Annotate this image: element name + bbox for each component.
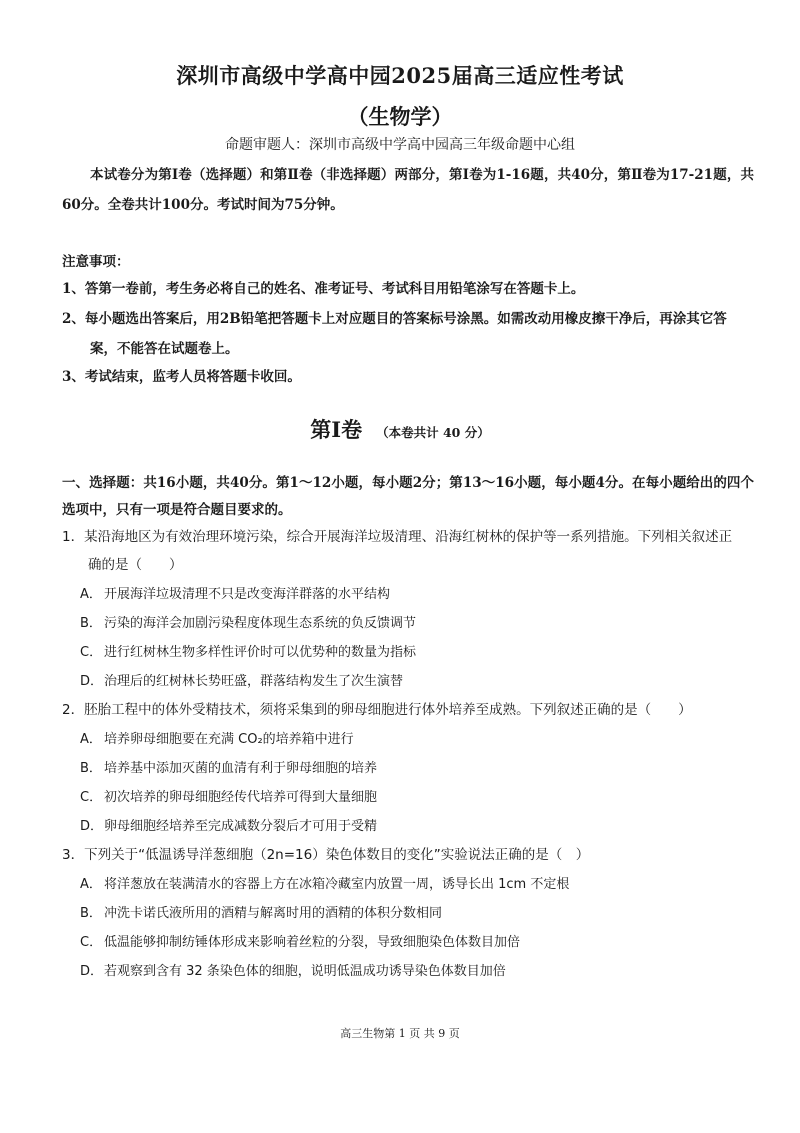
note-item: 3、考试结束，监考人员将答题卡收回。: [62, 369, 301, 385]
note-item: 1、答第一卷前，考生务必将自己的姓名、准考证号、考试科目用铅笔涂写在答题卡上。: [62, 281, 585, 297]
question-stem: 1．某沿海地区为有效治理环境污染，综合开展海洋垃圾清理、沿海红树林的保护等一系列措施。下列相关叙述正: [62, 529, 733, 545]
option-letter: A．: [80, 877, 102, 892]
option-row: [80, 871, 750, 899]
option-text: 卵母细胞经培养至完成减数分裂后才可用于受精: [104, 819, 378, 834]
option-letter: B．: [80, 761, 102, 776]
note-text: 2、每小题选出答案后，用2B铅笔把答题卡上对应题目的答案标号涂黑。如需改动用橡皮擦干净后，再涂其它答: [62, 311, 727, 327]
question-2-stem: 2．胚胎工程中的体外受精技术，须将采集到的卵母细胞进行体外培养至成熟。下列叙述正确的是（ ）: [62, 702, 692, 718]
question-stem-continued: 确的是（ ）: [88, 557, 183, 573]
option-letter: D．: [80, 964, 104, 979]
option-text: 开展海洋垃圾清理不只是改变海洋群落的水平结构: [104, 587, 391, 602]
option-letter: C．: [80, 645, 103, 660]
option-row: [80, 755, 750, 783]
part-instructions: 一、选择题：共16小题，共40分。第1～12小题，每小题2分；第13～16小题，每小题4分。在每小题给出的四个选项中，只有一项是符合题目要求的。: [62, 475, 754, 518]
question-3-stem: 3．下列关于“低温诱导洋葱细胞（2n=16）染色体数目的变化”实验说法正确的是（ ）: [62, 847, 590, 863]
option-text: 治理后的红树林长势旺盛，群落结构发生了次生演替: [104, 674, 404, 689]
note-text-continued: 案，不能答在试题卷上。: [90, 341, 239, 357]
section-score-note: （本卷共计 40 分）: [376, 425, 490, 440]
page-footer: 高三生物第 1 页 共 9 页: [340, 1027, 460, 1040]
option-letter: A．: [80, 587, 102, 602]
option-text: 低温能够抑制纺锤体形成来影响着丝粒的分裂，导致细胞染色体数目加倍: [104, 935, 521, 950]
option-row: [80, 639, 750, 667]
option-letter: D．: [80, 674, 104, 689]
option-text: 若观察到含有 32 条染色体的细胞，说明低温成功诱导染色体数目加倍: [104, 964, 506, 979]
subject-title: （生物学）: [347, 104, 453, 129]
option-letter: C．: [80, 935, 103, 950]
option-letter: A．: [80, 732, 102, 747]
option-row: [80, 900, 750, 928]
exam-setter: 命题审题人：深圳市高级中学高中园高三年级命题中心组: [225, 137, 575, 153]
option-row: [80, 784, 750, 812]
option-text: 培养卵母细胞要在充满 CO₂的培养箱中进行: [104, 732, 354, 747]
note-item: [62, 304, 754, 364]
exam-intro: 本试卷分为第Ⅰ卷（选择题）和第Ⅱ卷（非选择题）两部分，第Ⅰ卷为1-16题，共40分，第Ⅱ卷为17-21题，共60分。全卷共计100分。考试时间为75分钟。: [62, 167, 754, 213]
option-row: [80, 958, 750, 986]
option-row: [80, 813, 750, 841]
option-letter: D．: [80, 819, 104, 834]
option-letter: B．: [80, 906, 102, 921]
notes-title: 注意事项：: [62, 254, 130, 270]
option-text: 初次培养的卵母细胞经传代培养可得到大量细胞: [104, 790, 378, 805]
option-letter: B．: [80, 616, 102, 631]
option-text: 将洋葱放在装满清水的容器上方在冰箱冷藏室内放置一周，诱导长出 1cm 不定根: [104, 877, 570, 892]
option-text: 污染的海洋会加剧污染程度体现生态系统的负反馈调节: [104, 616, 417, 631]
option-row: [80, 581, 750, 609]
page-title: 深圳市高级中学高中园2025届高三适应性考试: [176, 63, 624, 88]
section-title: 第Ⅰ卷: [310, 417, 363, 442]
option-text: 冲洗卡诺氏液所用的酒精与解离时用的酒精的体积分数相同: [104, 906, 443, 921]
option-row: [80, 610, 750, 638]
option-letter: C．: [80, 790, 103, 805]
option-text: 进行红树林生物多样性评价时可以优势种的数量为指标: [104, 645, 417, 660]
option-text: 培养基中添加灭菌的血清有利于卵母细胞的培养: [104, 761, 378, 776]
option-row: [80, 668, 750, 696]
question-1-stem: [62, 523, 754, 579]
option-row: [80, 929, 750, 957]
option-row: [80, 726, 750, 754]
section-heading: [0, 414, 800, 444]
